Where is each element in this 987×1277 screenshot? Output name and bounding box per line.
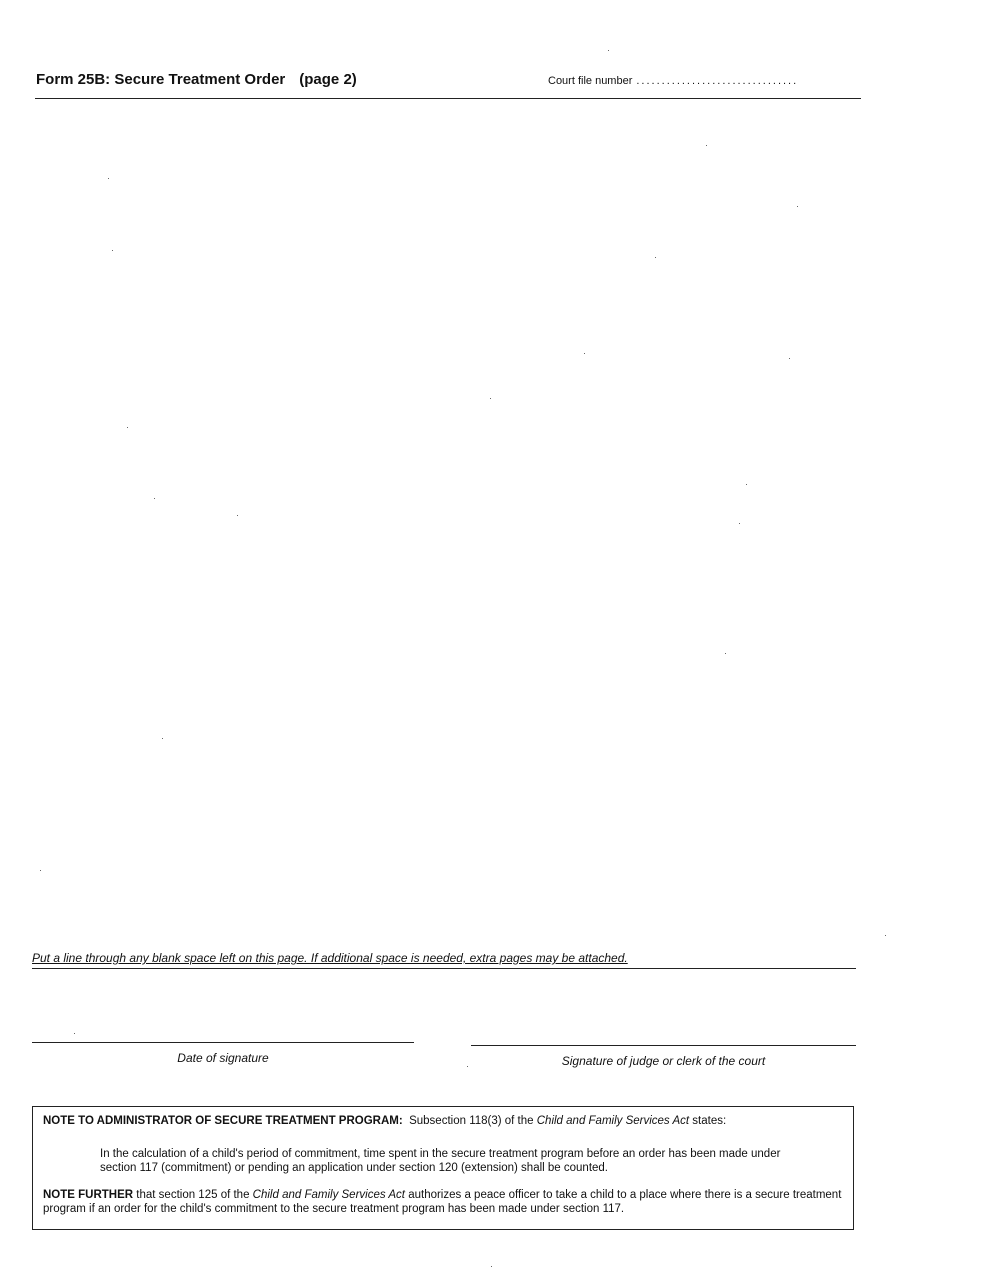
scan-speck [789, 358, 790, 359]
note-p3-act-name: Child and Family Services Act [252, 1189, 405, 1201]
scan-speck [490, 398, 491, 399]
court-file-dots: ................................ [636, 75, 799, 87]
court-file-label: Court file number [548, 75, 633, 87]
court-file-number [548, 75, 798, 87]
note-paragraph-1 [43, 1114, 843, 1128]
scan-speck [584, 353, 585, 354]
scan-speck [739, 523, 740, 524]
date-of-signature-label: Date of signature [177, 1051, 269, 1065]
blank-space-rule [32, 968, 856, 969]
header-rule [35, 98, 861, 99]
blank-space-note: Put a line through any blank space left on this page. If additional space is needed, extra pages may be attached. [32, 951, 628, 965]
form-title-text: Form 25B: Secure Treatment Order [36, 71, 286, 88]
scan-speck [40, 870, 41, 871]
scan-speck [725, 653, 726, 654]
note-p1-act-name: Child and Family Services Act [536, 1115, 690, 1127]
scan-speck [797, 206, 798, 207]
administrator-note-box [32, 1106, 854, 1230]
scan-speck [655, 257, 656, 258]
note-further-heading: NOTE FURTHER [43, 1189, 134, 1201]
scan-speck [108, 178, 109, 179]
judge-signature-label: Signature of judge or clerk of the court [561, 1054, 766, 1068]
scan-speck [706, 145, 707, 146]
note-quoted-subsection: In the calculation of a child's period of commitment, time spent in the secure treatment program before an order has been made under section 117 (commitment) or pending an application under section 120 (extension) shall be counted. [100, 1148, 781, 1174]
form-title [36, 71, 357, 88]
scan-speck [467, 1066, 468, 1067]
page-label: (page 2) [299, 71, 357, 88]
scan-speck [112, 250, 113, 251]
note-p1-text-b: states: [692, 1115, 727, 1127]
note-heading: NOTE TO ADMINISTRATOR OF SECURE TREATMENT PROGRAM: [43, 1115, 403, 1127]
note-p1-text-a: Subsection 118(3) of the [409, 1115, 534, 1127]
scan-speck [885, 935, 886, 936]
note-paragraph-3 [43, 1188, 848, 1216]
scan-speck [746, 484, 747, 485]
date-signature-line [32, 1042, 414, 1043]
note-p3-text-a: that section 125 of the [136, 1189, 250, 1201]
scan-speck [237, 515, 238, 516]
scan-speck [127, 427, 128, 428]
scan-speck [74, 1033, 75, 1034]
scan-speck [491, 1266, 492, 1267]
note-p3-text-b: authorizes a peace officer to take a child to a place where there is a secure treatment program if an order for the child's commitment to the secure treatment program has been made under section 117. [43, 1189, 842, 1215]
scan-speck [154, 498, 155, 499]
judge-signature-line [471, 1045, 856, 1046]
scan-speck [608, 50, 609, 51]
scan-speck [162, 738, 163, 739]
